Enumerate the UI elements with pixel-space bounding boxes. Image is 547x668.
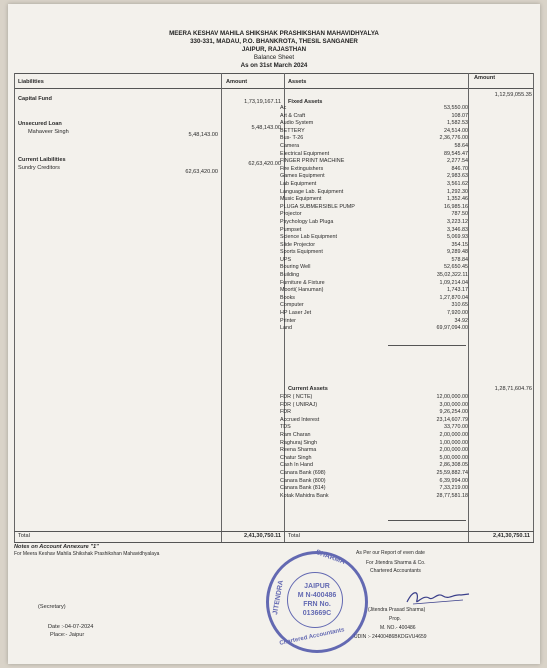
as-on-date: As on 31st March 2024 bbox=[240, 62, 308, 69]
stamp-frn-label: FRN No. bbox=[303, 601, 331, 608]
item-name: Accrued Interest bbox=[280, 416, 320, 423]
item-value: 1,00,000.00 bbox=[439, 439, 468, 446]
item-value: 1,352.46 bbox=[447, 196, 468, 203]
item-name: Canara Bank (800) bbox=[280, 477, 326, 484]
current-assets-subtotal-rule bbox=[388, 520, 466, 521]
college-name: MEERA KESHAV MAHILA SHIKSHAK PRASHIKSHAN MAHAVIDHYALYA bbox=[169, 30, 379, 37]
list-item bbox=[280, 128, 468, 136]
col-header-amount-left: Amount bbox=[226, 79, 248, 85]
list-item bbox=[280, 211, 468, 219]
total-row-bottom-rule bbox=[14, 542, 534, 543]
item-value: 108.07 bbox=[451, 112, 468, 119]
list-item bbox=[280, 394, 468, 402]
item-name: Canara Bank (814) bbox=[280, 485, 326, 492]
item-value: 3,561.62 bbox=[447, 180, 468, 187]
college-address: 330-331, MADAU, P.O. BHANKROTA, THESIL SANGANER bbox=[190, 38, 358, 45]
list-item bbox=[280, 181, 468, 189]
list-item bbox=[280, 196, 468, 204]
list-item bbox=[280, 135, 468, 143]
capital-fund-amount: 1,73,19,167.11 bbox=[244, 99, 281, 105]
item-value: 5,00,000.00 bbox=[439, 454, 468, 461]
list-item bbox=[280, 485, 468, 493]
item-name: Printer bbox=[280, 317, 296, 324]
ca-firm-stamp bbox=[266, 548, 368, 653]
item-value: 3,00,000.00 bbox=[439, 401, 468, 408]
list-item bbox=[280, 257, 468, 265]
item-value: 12,00,000.00 bbox=[436, 394, 468, 400]
mahaveer-singh-label: Mahaveer Singh bbox=[28, 129, 69, 135]
list-item bbox=[280, 166, 468, 174]
list-item bbox=[280, 143, 468, 151]
list-item bbox=[280, 272, 468, 280]
item-name: Fire Extinguishers bbox=[280, 165, 324, 172]
list-item bbox=[280, 120, 468, 128]
item-name: Building bbox=[280, 272, 300, 279]
list-item bbox=[280, 318, 468, 326]
item-value: 35,02,322.11 bbox=[436, 272, 468, 279]
item-value: 2,983.63 bbox=[447, 173, 468, 180]
item-value: 58.64 bbox=[454, 142, 468, 149]
list-item bbox=[280, 455, 468, 463]
item-value: 23,14,607.79 bbox=[436, 416, 468, 423]
table-right-border bbox=[533, 73, 534, 543]
signature-icon bbox=[403, 586, 473, 610]
item-name: FINGER PRINT MACHINE bbox=[280, 158, 345, 165]
item-value: 1,292.30 bbox=[447, 188, 468, 195]
fixed-assets-heading: Fixed Assets bbox=[288, 99, 323, 105]
total-label-left: Total bbox=[18, 533, 30, 539]
item-name: Art & Craft bbox=[280, 112, 306, 119]
item-name: Bus- T-26 bbox=[280, 135, 304, 142]
item-value: 16,985.16 bbox=[444, 203, 468, 210]
item-name: Ram Charan bbox=[280, 431, 311, 438]
place-line: Place:- Jaipur bbox=[50, 632, 85, 638]
college-city: JAIPUR, RAJASTHAN bbox=[241, 46, 307, 53]
item-value: 9,26,254.00 bbox=[439, 409, 468, 416]
item-name: PLUGA SUBMERSIBLE PUMP bbox=[280, 203, 355, 210]
item-name: Furniture & Fixture bbox=[280, 279, 325, 286]
current-liabilities-label: Current Laibilities bbox=[18, 157, 66, 163]
balance-sheet-page bbox=[8, 4, 540, 664]
item-value: 24,514.00 bbox=[444, 127, 468, 134]
date-line: Date :-04-07-2024 bbox=[48, 624, 94, 630]
item-name: Chatur Singh bbox=[280, 454, 312, 461]
prop-label: Prop. bbox=[389, 616, 401, 622]
item-value: 25,59,882.74 bbox=[436, 469, 468, 476]
list-item bbox=[280, 470, 468, 478]
list-item bbox=[280, 325, 468, 333]
mahaveer-singh-amount: 5,48,143.00 bbox=[188, 132, 218, 138]
list-item bbox=[280, 417, 468, 425]
list-item bbox=[280, 478, 468, 486]
list-item bbox=[280, 264, 468, 272]
list-item bbox=[280, 295, 468, 303]
fixed-assets-subtotal-rule bbox=[388, 345, 466, 346]
item-value: 53,550.00 bbox=[444, 105, 468, 111]
sundry-creditors-label: Sundry Creditors bbox=[18, 165, 60, 171]
item-value: 5,069.93 bbox=[447, 234, 468, 241]
signatory-name: (Jitendra Prasad Sharma) bbox=[368, 607, 426, 613]
current-assets-heading: Current Assets bbox=[288, 386, 328, 392]
item-value: 310.65 bbox=[451, 302, 468, 309]
list-item bbox=[280, 432, 468, 440]
list-item bbox=[280, 204, 468, 212]
for-firm-line: For Jitendra Sharma & Co. bbox=[366, 560, 426, 566]
item-value: 7,920.00 bbox=[447, 310, 468, 317]
item-value: 1,582.53 bbox=[447, 120, 468, 127]
item-name: Audio System bbox=[280, 120, 314, 127]
unsecured-loan-label: Unsecured Loan bbox=[18, 121, 62, 127]
total-amount-left: 2,41,30,750.11 bbox=[243, 533, 281, 539]
item-value: 34.92 bbox=[454, 317, 468, 324]
list-item bbox=[280, 280, 468, 288]
fixed-assets-total: 1,12,59,055.35 bbox=[494, 92, 532, 98]
list-item bbox=[280, 310, 468, 318]
list-item bbox=[280, 424, 468, 432]
list-item bbox=[280, 189, 468, 197]
item-value: 787.50 bbox=[451, 211, 468, 218]
secretary-label: (Secretary) bbox=[38, 604, 66, 610]
list-item bbox=[280, 287, 468, 295]
stamp-mno: M N-400486 bbox=[297, 592, 337, 599]
current-liabilities-amount: 62,63,420.00 bbox=[248, 161, 281, 167]
item-name: Land bbox=[280, 325, 292, 332]
list-item bbox=[280, 113, 468, 121]
item-name: Lab Equipment bbox=[280, 180, 317, 187]
list-item bbox=[280, 440, 468, 448]
total-row-top-rule bbox=[14, 531, 534, 532]
item-name: Computer bbox=[280, 302, 304, 309]
item-name: Camera bbox=[280, 142, 300, 149]
list-item bbox=[280, 447, 468, 455]
item-name: Language Lab. Equipment bbox=[280, 188, 344, 195]
item-name: Books bbox=[280, 294, 295, 301]
item-name: Sports Equipment bbox=[280, 249, 323, 256]
item-name: HP Laser Jet bbox=[280, 310, 312, 317]
item-value: 846.70 bbox=[451, 165, 468, 172]
item-name: BETTERY bbox=[280, 127, 305, 134]
item-name: UPS bbox=[280, 256, 292, 263]
membership-number: M. NO.- 400486 bbox=[380, 625, 416, 631]
item-value: 1,27,870.04 bbox=[439, 294, 468, 301]
table-top-rule bbox=[14, 73, 534, 74]
list-item bbox=[280, 242, 468, 250]
stamp-frn-value: 013669C bbox=[302, 610, 332, 617]
list-item bbox=[280, 462, 468, 470]
item-name: Electrical Equipment bbox=[280, 150, 330, 157]
table-header-rule bbox=[14, 88, 534, 89]
item-name: Raghuraj Singh bbox=[280, 439, 318, 446]
item-value: 3,346.83 bbox=[447, 226, 468, 233]
current-assets-total: 1,28,71,604.76 bbox=[494, 386, 532, 392]
item-name: TDS bbox=[280, 424, 291, 431]
chartered-accountants-line: Chartered Accountants bbox=[370, 568, 421, 574]
item-value: 7,33,219.00 bbox=[439, 485, 468, 492]
item-name: Ac bbox=[280, 105, 287, 111]
list-item bbox=[280, 151, 468, 159]
total-amount-right: 2,41,30,750.11 bbox=[492, 533, 530, 539]
list-item bbox=[280, 227, 468, 235]
item-name: Slide Projector bbox=[280, 241, 316, 248]
item-name: FDR bbox=[280, 409, 292, 416]
list-item bbox=[280, 158, 468, 166]
item-value: 2,86,308.05 bbox=[439, 462, 468, 469]
col-header-amount-right: Amount bbox=[474, 75, 496, 81]
list-item bbox=[280, 219, 468, 227]
sundry-creditors-amount: 62,63,420.00 bbox=[185, 169, 218, 175]
item-value: 1,743.17 bbox=[447, 287, 468, 294]
stamp-ring-left: JITENDRA bbox=[272, 579, 285, 616]
document-title: Balance Sheet bbox=[253, 54, 295, 61]
item-name: Moorti( Hanuman) bbox=[280, 287, 324, 294]
item-name: Projector bbox=[280, 211, 302, 218]
unsecured-loan-amount: 5,48,143.00 bbox=[251, 125, 281, 131]
item-name: Pumpset bbox=[280, 226, 302, 233]
list-item bbox=[280, 173, 468, 181]
col-header-liabilities: Liabilities bbox=[18, 79, 44, 85]
capital-fund-label: Capital Fund bbox=[18, 96, 52, 102]
item-value: 1,09,214.04 bbox=[439, 279, 468, 286]
list-item bbox=[280, 302, 468, 310]
item-name: FDR ( NCTE) bbox=[280, 394, 313, 400]
col-header-assets: Assets bbox=[288, 79, 307, 85]
item-value: 89,545.47 bbox=[444, 150, 468, 157]
item-name: Kotak Mahidra Bank bbox=[280, 492, 329, 499]
total-label-right: Total bbox=[288, 533, 300, 539]
list-item bbox=[280, 409, 468, 417]
item-value: 28,77,581.18 bbox=[436, 492, 468, 499]
notes-annexure: Notes on Account Annexure "1" bbox=[14, 544, 99, 550]
item-value: 9,289.48 bbox=[447, 249, 468, 256]
col-divider-3 bbox=[468, 73, 469, 543]
item-name: Reena Sharma bbox=[280, 447, 317, 454]
list-item bbox=[280, 234, 468, 242]
item-value: 69,97,094.00 bbox=[436, 325, 468, 332]
item-value: 2,277.54 bbox=[447, 158, 468, 165]
list-item bbox=[280, 105, 468, 113]
item-value: 52,650.45 bbox=[444, 264, 468, 271]
item-name: Cash In Hand bbox=[280, 462, 313, 469]
item-value: 33,770.00 bbox=[444, 424, 468, 431]
udin-number: UDIN :- 24400486BKDGVU4659 bbox=[354, 634, 427, 640]
stamp-ring-bottom: Chartered Accountants bbox=[279, 627, 346, 647]
stamp-city: JAIPUR bbox=[304, 583, 330, 590]
item-name: Psychology Lab Pluga bbox=[280, 218, 334, 225]
for-college-line: For Meera Keshav Mahila Shikshak Prashikshan Mahavidhyalaya bbox=[14, 551, 160, 557]
stamp-ring-top: SHARMA bbox=[314, 548, 347, 567]
list-item bbox=[280, 402, 468, 410]
item-value: 578.84 bbox=[451, 256, 468, 263]
item-name: FDR ( UNIRAJ) bbox=[280, 401, 318, 408]
item-value: 2,00,000.00 bbox=[439, 431, 468, 438]
item-name: Canara Bank (698) bbox=[280, 469, 326, 476]
fixed-assets-list bbox=[280, 105, 468, 333]
report-line: As Per our Report of even date bbox=[356, 550, 425, 556]
current-assets-list bbox=[280, 394, 468, 500]
item-name: Music Equipment bbox=[280, 196, 322, 203]
item-name: Bouring Well bbox=[280, 264, 311, 271]
item-value: 2,00,000.00 bbox=[439, 447, 468, 454]
list-item bbox=[280, 249, 468, 257]
list-item bbox=[280, 493, 468, 501]
table-left-border bbox=[14, 73, 15, 543]
item-value: 6,39,994.00 bbox=[439, 477, 468, 484]
item-value: 3,223.12 bbox=[447, 218, 468, 225]
item-value: 354.15 bbox=[451, 241, 468, 248]
item-value: 2,36,776.00 bbox=[439, 135, 468, 142]
item-name: Science Lab Equipment bbox=[280, 234, 337, 241]
item-name: Games Equipment bbox=[280, 173, 325, 180]
col-divider-1 bbox=[221, 73, 222, 543]
